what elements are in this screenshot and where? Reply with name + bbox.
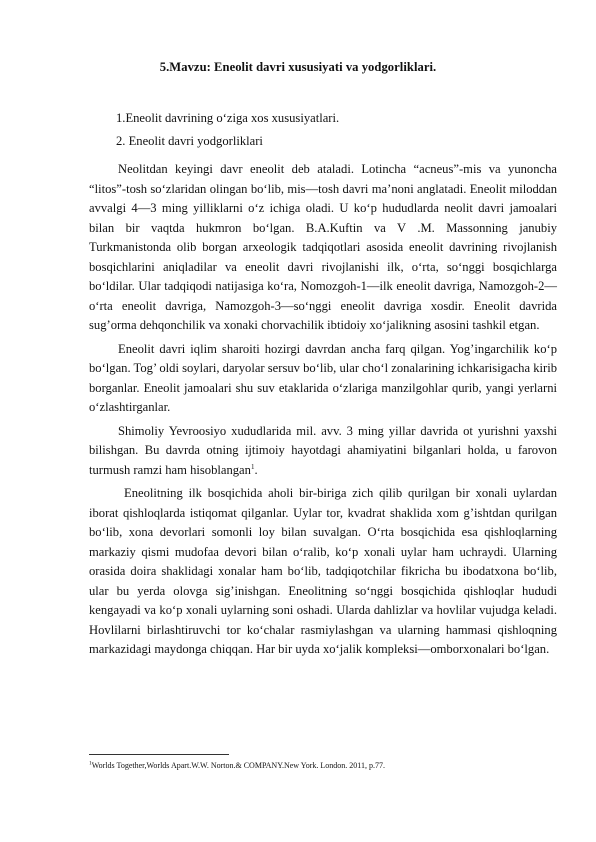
paragraph-text: Neolitdan keyingi davr eneolit deb ataladi. Lotincha “acneus”-mis va yunoncha “litos”-tosh so‘zlaridan olingan bo‘lib, mis—tosh davri ma’noni anglatadi. Eneolit miloddan avvalgi 4—3 ming yilliklarni o‘z ichiga oladi. U ko‘p hududlarda neolit davri jamoalari bilan bir vaqtda hukmron bo‘lgan. B.A.Kuftin va V .M. Massonning janubiy Turkmanistonda olib borgan arxeologik tadqiqotlari asosida eneolit davrining rivojlanish bosqichlarini aniqladilar va eneolit davri rivojlanishi ilk, o‘rta, so‘nggi bosqichlarga bo‘ldilar. Ular tadqiqodi natijasiga ko‘ra, Nomozgoh-1—ilk eneolit davriga, Namozgoh-2— o‘rta eneolit davriga, Namozgoh-3—so‘nggi eneolit davriga xosdir. Eneolit davrida sug’orma dehqonchilik va xonaki chorvachilik ibtidoiy xo‘jalikning asosini tashkil etgan. [89, 162, 557, 332]
paragraph: Shimoliy Yevroosiyo xududlarida mil. avv. 3 ming yillar davrida ot yurishni yaxshi bilishgan. Bu davrda otning ijtimoiy hayotdagi ahamiyatini bilganlari holda, u farovon turmush ramzi ham hisoblangan$^1$. [89, 423, 557, 477]
footnote [89, 761, 385, 771]
paragraph-text: Eneolit davri iqlim sharoiti hozirgi davrdan ancha farq qilgan. Yog’ingarchilik ko‘p bo‘lgan. Tog’ oldi soylari, daryolar sersuv bo‘lib, ular cho‘l zonalarining ichkarisigacha kirib borganlar. Eneolit jamoalari shu suv etaklarida o‘zlariga manzilgohlar qurib, yangi yerlarni o‘zlashtirganlar. [89, 341, 557, 414]
paragraph [89, 340, 557, 418]
paragraph-text: Shimoliy Yevroosiyo xududlarida mil. avv. 3 ming yillar davrida ot yurishni yaxshi bilishgan. Bu davrda otning ijtimoiy hayotdagi ahamiyatini bilganlari holda, u farovon turmush ramzi ham hisoblangan [89, 423, 557, 477]
page-title: 5.Mavzu: Eneolit davri xususiyati va yodgorliklari. [159, 60, 437, 74]
footnote-text: Worlds Together,Worlds Apart.W.W. Norton.& COMPANY.New York. London. 2011, p.77. [91, 761, 385, 770]
footnote-separator [89, 754, 229, 755]
body-text [89, 160, 557, 664]
topic-list [116, 107, 339, 153]
footnote-reference[interactable]: 1 [250, 462, 255, 471]
footnote-marker: 1 [89, 760, 92, 767]
paragraph-text: Eneolitning ilk bosqichida aholi bir-biriga zich qilib qurilgan bir xonali uylardan iborat qishloqlarda istiqomat qilganlar. Uylar tor, kvadrat shaklida xom g’ishtdan qurilgan bo‘lib, xona devorlari somonli loy bilan suvalgan. O‘rta bosqichida esa qishloqlarning markaziy qismi mudofaa devori bilan o‘ralib, ko‘p xonali uylar ham uchraydi. Ularning orasida doira shaklidagi xonalar ham bo‘lib, tadqiqotchilar fikricha bu ibodatxona bo‘lib, ular bu yerda olovga sig’inishgan. Eneolitning so‘nggi bosqichida qishloqlar hududi kengayadi va ko‘p xonali uylarning soni oshadi. Ularda dahlizlar va hovlilar vujudga keladi. Hovlilarni birlashtiruvchi tor ko‘chalar rasmiylashgan va ularning hammasi qishloqning markazidagi maydonga chiqqan. Har bir uyda xo‘jalik kompleksi—omborxonalari bo‘lgan. [89, 486, 557, 656]
paragraph [89, 160, 557, 336]
topic-item-2: 2. Eneolit davri yodgorliklari [116, 134, 263, 148]
topic-item-1: 1.Eneolit davrining o‘ziga xos xususiyatlari. [116, 111, 340, 125]
paragraph [89, 484, 557, 660]
